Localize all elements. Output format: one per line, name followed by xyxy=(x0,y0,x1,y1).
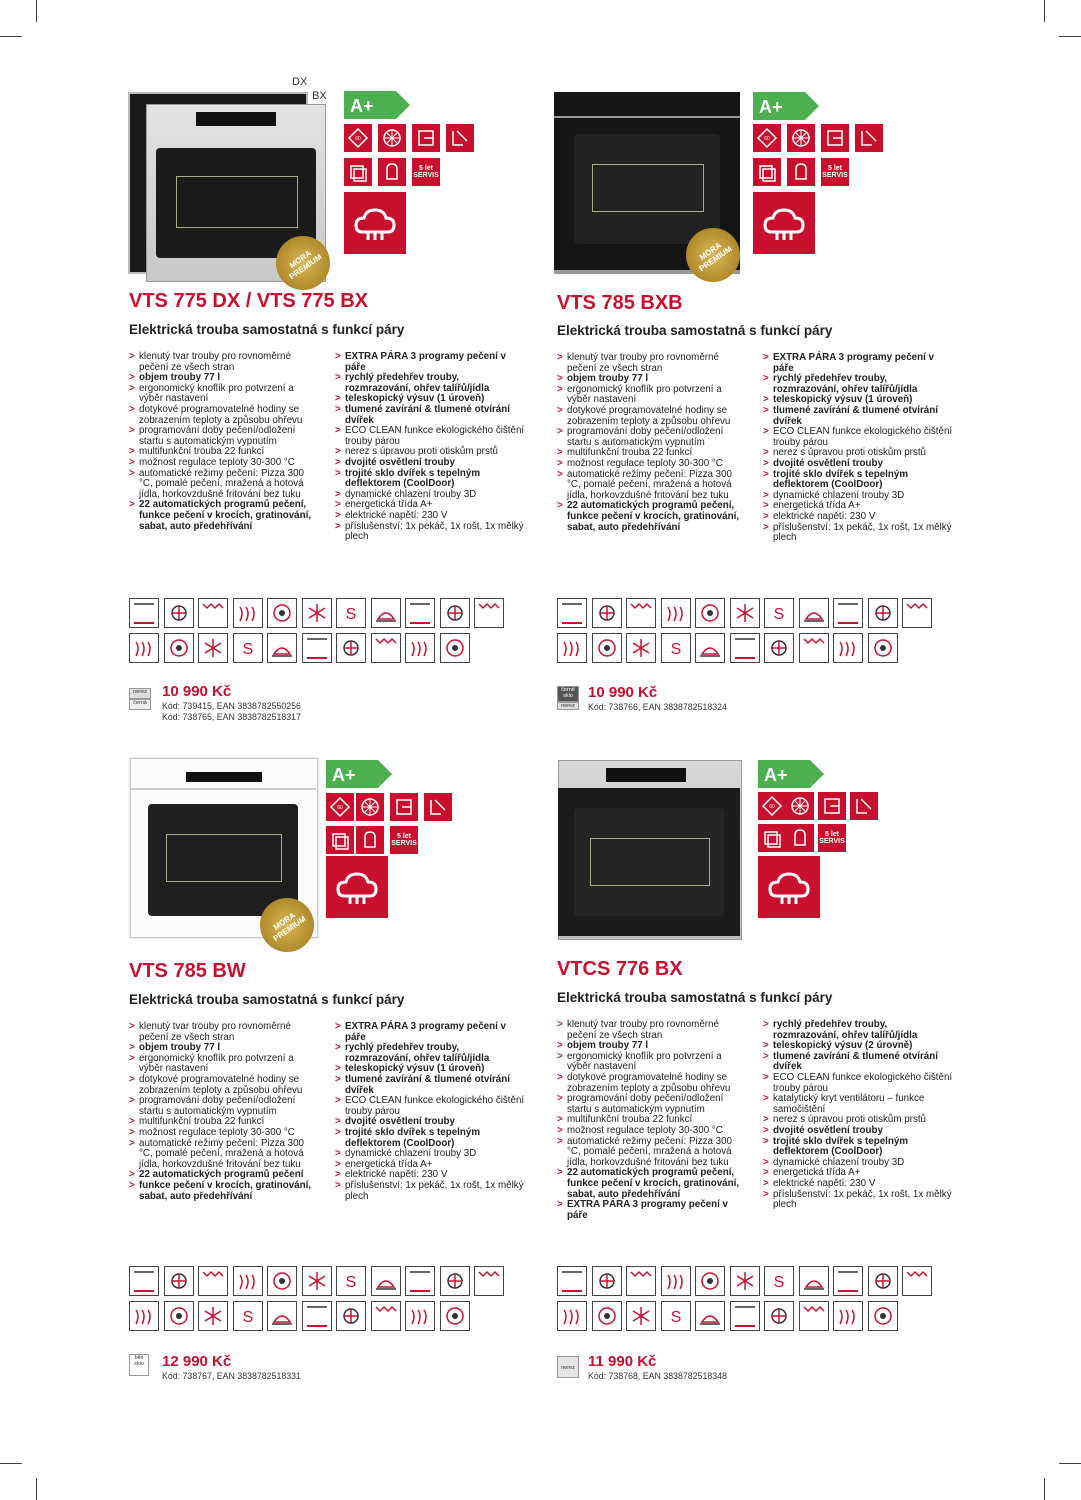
service-5-years-icon: 5 let SERVIS xyxy=(818,824,846,852)
eco-fan-icon xyxy=(730,1301,760,1331)
telescopic-rails-icon xyxy=(344,158,372,186)
hot-air-ring-icon xyxy=(730,598,760,628)
door-icon xyxy=(412,124,440,152)
feature-list-col2 xyxy=(763,353,953,544)
svg-text:A+: A+ xyxy=(759,97,783,117)
feature-item: > klenutý tvar trouby pro rovnoměrné pečení ze všech stran xyxy=(557,1020,747,1041)
feature-item: > trojité sklo dvířek s tepelným deflektorem (CoolDoor) xyxy=(335,469,525,490)
product-title: VTCS 776 BX xyxy=(557,958,683,980)
fan-top-icon xyxy=(440,1266,470,1296)
steam-bake-icon xyxy=(371,633,401,663)
feature-item: > ECO CLEAN funkce ekologického čištění trouby párou xyxy=(763,427,953,448)
energy-class-badge xyxy=(758,760,824,788)
feature-item: > rychlý předehřev trouby, rozmrazování, ohřev talířů/jídla xyxy=(335,1043,525,1064)
top-bottom-heat-icon xyxy=(557,1266,587,1296)
steam-icon xyxy=(371,1266,401,1296)
product-code: Kód: 738767, EAN 3838782518331 xyxy=(162,1371,301,1381)
color-swatch-white-glass: bílé sklo xyxy=(129,1354,149,1376)
pizza-icon xyxy=(902,598,932,628)
premium-seal: MORA PREMIUM xyxy=(686,228,740,282)
hot-air-icon xyxy=(695,598,725,628)
feature-item: > nerez s úpravou proti otiskům prstů xyxy=(763,448,953,459)
product-card xyxy=(554,758,974,1448)
feature-item: > možnost regulace teploty 30-300 °C xyxy=(129,1128,319,1139)
plate-warm-icon xyxy=(557,633,587,663)
steam-bake-icon xyxy=(799,633,829,663)
svg-text:S: S xyxy=(670,1309,681,1326)
feature-item: > automatické režimy pečení: Pizza 300 °C, pomalé pečení, mražená a hotová jídla, horkovzdušné fritování bez tuku xyxy=(557,1137,747,1169)
feature-item: > tlumené zavírání & tlumené otvírání dvířek xyxy=(763,1052,953,1073)
sabbath-icon xyxy=(592,1301,622,1331)
feature-item: > teleskopický výsuv (2 úrovně) xyxy=(763,1041,953,1052)
top-heat-icon xyxy=(198,598,228,628)
slow-cook-icon xyxy=(626,1301,656,1331)
feature-item: > tlumené zavírání & tlumené otvírání dvířek xyxy=(763,406,953,427)
product-code: Kód: 739415, EAN 3838782550256 xyxy=(162,701,301,711)
feature-item: > rychlý předehřev trouby, rozmrazování, ohřev talířů/jídla xyxy=(335,373,525,394)
hot-air-ring-icon xyxy=(302,598,332,628)
feature-item: > automatické režimy pečení: Pizza 300 °C, pomalé pečení, mražená a hotová jídla, horkovzdušné fritování bez tuku xyxy=(557,470,747,502)
feature-item: > EXTRA PÁRA 3 programy pečení v páře xyxy=(763,353,953,374)
top-bottom-heat-icon xyxy=(557,598,587,628)
top-bottom-heat-icon xyxy=(129,598,159,628)
color-swatch-nerez: nerez xyxy=(557,702,579,710)
feature-item: > multifunkční trouba 22 funkcí xyxy=(557,448,747,459)
oven-mitt-icon xyxy=(378,158,406,186)
cool-fan-icon xyxy=(786,792,814,820)
steam-icon xyxy=(371,598,401,628)
door-icon xyxy=(821,124,849,152)
pizza-stone-icon xyxy=(267,1301,297,1331)
feature-item: > možnost regulace teploty 30-300 °C xyxy=(129,458,319,469)
crop-mark xyxy=(1059,1463,1081,1464)
product-code: Kód: 738766, EAN 3838782518324 xyxy=(588,702,727,712)
svg-text:S: S xyxy=(773,606,785,623)
color-swatch-black-glass: černé sklo xyxy=(557,686,579,702)
feature-item: > automatické režimy pečení: Pizza 300 °C, pomalé pečení, mražená a hotová jídla, horkovzdušné fritování bez tuku xyxy=(129,469,319,501)
size-60cm-icon xyxy=(344,124,372,152)
feature-item: > multifunkční trouba 22 funkcí xyxy=(557,1115,747,1126)
product-subtitle: Elektrická trouba samostatná s funkcí páry xyxy=(129,322,405,337)
fan-top-icon xyxy=(868,1266,898,1296)
feature-item: > ECO CLEAN funkce ekologického čištění trouby párou xyxy=(335,1096,525,1117)
bottom-heat-icon xyxy=(833,633,863,663)
crop-mark xyxy=(0,1463,22,1464)
sabbath-icon xyxy=(164,1301,194,1331)
oven-mitt-icon xyxy=(356,826,384,854)
fan-grill-icon xyxy=(164,1266,194,1296)
pizza-icon xyxy=(474,1266,504,1296)
steam-cloud-icon xyxy=(344,192,406,254)
frozen-food-icon xyxy=(233,633,263,663)
fan-top-icon xyxy=(440,598,470,628)
pizza-stone-icon xyxy=(267,633,297,663)
feature-item: > možnost regulace teploty 30-300 °C xyxy=(557,1126,747,1137)
feature-item: > příslušenství: 1x pekáč, 1x rošt, 1x mělký plech xyxy=(763,1190,953,1211)
product-card xyxy=(126,758,546,1448)
feature-item: > dvojité osvětlení trouby xyxy=(763,1126,953,1137)
feature-item: > dotykové programovatelné hodiny se zobrazením teploty a způsobu ohřevu xyxy=(129,1075,319,1096)
feature-item: > rychlý předehřev trouby, rozmrazování, ohřev talířů/jídla xyxy=(763,1020,953,1041)
feature-item: > objem trouby 77 l xyxy=(557,1041,747,1052)
svg-text:60: 60 xyxy=(337,805,343,811)
frozen-food-icon xyxy=(661,633,691,663)
feature-item: > dotykové programovatelné hodiny se zobrazením teploty a způsobu ohřevu xyxy=(557,1073,747,1094)
feature-list-col1 xyxy=(129,352,319,532)
feature-item: > příslušenství: 1x pekáč, 1x rošt, 1x mělký plech xyxy=(763,523,953,544)
feature-item: > trojité sklo dvířek s tepelným deflektorem (CoolDoor) xyxy=(763,1137,953,1158)
product-title: VTS 785 BXB xyxy=(557,292,683,314)
clean-icon xyxy=(440,1301,470,1331)
eco-fan-icon xyxy=(730,633,760,663)
service-5-years-icon: 5 let SERVIS xyxy=(821,158,849,186)
feature-item: > elektrické napětí: 230 V xyxy=(335,511,525,522)
feature-item: > energetická třída A+ xyxy=(335,1160,525,1171)
feature-item: > dotykové programovatelné hodiny se zobrazením teploty a způsobu ohřevu xyxy=(129,405,319,426)
hot-air-icon xyxy=(267,1266,297,1296)
product-subtitle: Elektrická trouba samostatná s funkcí páry xyxy=(129,992,405,1007)
defrost-icon xyxy=(336,1266,366,1296)
feature-item: > objem trouby 77 l xyxy=(129,373,319,384)
feature-item: > programování doby pečení/odložení startu s automatickým vypnutím xyxy=(129,426,319,447)
svg-text:S: S xyxy=(345,606,357,623)
product-subtitle: Elektrická trouba samostatná s funkcí páry xyxy=(557,323,833,338)
color-swatch-nerez: nerez xyxy=(557,1356,579,1378)
energy-class-badge xyxy=(753,92,819,120)
energy-class-badge xyxy=(326,760,392,788)
svg-text:S: S xyxy=(242,1309,253,1326)
fan-bottom-icon xyxy=(661,598,691,628)
sabbath-icon xyxy=(592,633,622,663)
product-card xyxy=(126,76,546,766)
top-heat-icon xyxy=(626,1266,656,1296)
color-swatch-black: černá xyxy=(129,699,151,710)
feature-item: > programování doby pečení/odložení startu s automatickým vypnutím xyxy=(129,1096,319,1117)
steam-cloud-icon xyxy=(326,856,388,918)
feature-item: > teleskopický výsuv (1 úroveň) xyxy=(335,394,525,405)
feature-item: > příslušenství: 1x pekáč, 1x rošt, 1x mělký plech xyxy=(335,1181,525,1202)
hot-air-icon xyxy=(695,1266,725,1296)
top-bottom-heat-icon xyxy=(129,1266,159,1296)
hot-air-icon xyxy=(267,598,297,628)
telescopic-rails-icon xyxy=(758,824,786,852)
top-bottom-icon xyxy=(405,598,435,628)
frozen-food-icon xyxy=(661,1301,691,1331)
feature-item: > dynamické chlazení trouby 3D xyxy=(335,1149,525,1160)
product-price: 10 990 Kč xyxy=(588,684,658,701)
feature-item: > 22 automatických programů pečení xyxy=(129,1170,319,1181)
svg-text:S: S xyxy=(242,641,253,658)
feature-item: > klenutý tvar trouby pro rovnoměrné pečení ze všech stran xyxy=(129,352,319,373)
product-title: VTS 785 BW xyxy=(129,960,246,982)
size-60cm-icon xyxy=(753,124,781,152)
premium-seal: MORA PREMIUM xyxy=(260,898,314,952)
feature-item: > energetická třída A+ xyxy=(763,1168,953,1179)
feature-item: > objem trouby 77 l xyxy=(557,374,747,385)
steam-bake-icon xyxy=(371,1301,401,1331)
oven-mitt-icon xyxy=(787,158,815,186)
feature-item: > možnost regulace teploty 30-300 °C xyxy=(557,459,747,470)
fan-grill-icon xyxy=(592,598,622,628)
feature-item: > tlumené zavírání & tlumené otvírání dvířek xyxy=(335,405,525,426)
fan-bottom-icon xyxy=(233,1266,263,1296)
fan-grill-icon xyxy=(164,598,194,628)
feature-item: > elektrické napětí: 230 V xyxy=(763,512,953,523)
steam-bake-icon xyxy=(799,1301,829,1331)
hot-air-ring-icon xyxy=(302,1266,332,1296)
cool-fan-icon xyxy=(356,793,384,821)
plate-warm-icon xyxy=(129,633,159,663)
size-60cm-icon xyxy=(326,793,354,821)
slow-cook-icon xyxy=(198,633,228,663)
service-5-years-icon: 5 let SERVIS xyxy=(390,826,418,854)
feature-item: > dotykové programovatelné hodiny se zobrazením teploty a způsobu ohřevu xyxy=(557,406,747,427)
feature-item: > ECO CLEAN funkce ekologického čištění trouby párou xyxy=(763,1073,953,1094)
steam-cloud-icon xyxy=(753,192,815,254)
svg-text:A+: A+ xyxy=(332,765,356,785)
feature-item: > EXTRA PÁRA 3 programy pečení v páře xyxy=(335,352,525,373)
feature-list-col2 xyxy=(335,352,525,543)
pizza-icon xyxy=(902,1266,932,1296)
grill-fan-icon xyxy=(764,1301,794,1331)
grill-fan-icon xyxy=(336,633,366,663)
steam-icon xyxy=(799,1266,829,1296)
feature-item: > dynamické chlazení trouby 3D xyxy=(763,1158,953,1169)
cool-fan-icon xyxy=(787,124,815,152)
energy-class-badge xyxy=(344,91,410,119)
defrost-icon xyxy=(764,598,794,628)
feature-item: > teleskopický výsuv (1 úroveň) xyxy=(763,395,953,406)
feature-item: > klenutý tvar trouby pro rovnoměrné pečení ze všech stran xyxy=(557,353,747,374)
clean-icon xyxy=(440,633,470,663)
svg-text:A+: A+ xyxy=(350,96,374,116)
feature-item: > ergonomický knoflík pro potvrzení a výběr nastavení xyxy=(129,1054,319,1075)
top-bottom-icon xyxy=(833,598,863,628)
door-icon xyxy=(818,792,846,820)
feature-item: > dvojité osvětlení trouby xyxy=(335,458,525,469)
bottom-heat-icon xyxy=(405,633,435,663)
feature-item: > ergonomický knoflík pro potvrzení a výběr nastavení xyxy=(557,1052,747,1073)
eco-fan-icon xyxy=(302,633,332,663)
defrost-icon xyxy=(336,598,366,628)
steam-cloud-icon xyxy=(758,856,820,918)
svg-text:60: 60 xyxy=(764,136,770,142)
feature-item: > příslušenství: 1x pekáč, 1x rošt, 1x mělký plech xyxy=(335,522,525,543)
variant-label-bx: BX xyxy=(312,90,327,102)
feature-item: > ergonomický knoflík pro potvrzení a výběr nastavení xyxy=(557,385,747,406)
fan-top-icon xyxy=(868,598,898,628)
feature-list-col2 xyxy=(763,1020,953,1211)
frozen-food-icon xyxy=(233,1301,263,1331)
plate-warm-icon xyxy=(557,1301,587,1331)
grill-fan-icon xyxy=(336,1301,366,1331)
grill-fan-icon xyxy=(764,633,794,663)
feature-item: > trojité sklo dvířek s tepelným deflektorem (CoolDoor) xyxy=(763,470,953,491)
feature-item: > objem trouby 77 l xyxy=(129,1043,319,1054)
svg-text:60: 60 xyxy=(769,804,775,810)
plate-warm-icon xyxy=(129,1301,159,1331)
defrost-icon xyxy=(764,1266,794,1296)
feature-item: > klenutý tvar trouby pro rovnoměrné pečení ze všech stran xyxy=(129,1022,319,1043)
sabbath-icon xyxy=(164,633,194,663)
feature-item: > 22 automatických programů pečení, funkce pečení v krocích, gratinování, sabat, auto předehřívání xyxy=(129,500,319,532)
svg-text:S: S xyxy=(345,1274,357,1291)
svg-text:60: 60 xyxy=(355,136,361,142)
feature-item: > elektrické napětí: 230 V xyxy=(335,1170,525,1181)
product-card xyxy=(554,76,974,766)
crop-mark xyxy=(1044,0,1045,22)
feature-item: > 22 automatických programů pečení, funkce pečení v krocích, gratinování, sabat, auto předehřívání xyxy=(557,1168,747,1200)
feature-item: > nerez s úpravou proti otiskům prstů xyxy=(763,1115,953,1126)
bottom-heat-icon xyxy=(405,1301,435,1331)
eco-fan-icon xyxy=(302,1301,332,1331)
product-price: 12 990 Kč xyxy=(162,1353,232,1370)
top-heat-icon xyxy=(198,1266,228,1296)
product-subtitle: Elektrická trouba samostatná s funkcí páry xyxy=(557,990,833,1005)
premium-seal: MORA PREMIUM xyxy=(276,236,330,290)
pizza-stone-icon xyxy=(695,633,725,663)
telescopic-rails-icon xyxy=(326,826,354,854)
steam-icon xyxy=(799,598,829,628)
feature-item: > rychlý předehřev trouby, rozmrazování, ohřev talířů/jídla xyxy=(763,374,953,395)
product-code: Kód: 738765, EAN 3838782518317 xyxy=(162,712,301,722)
top-bottom-icon xyxy=(405,1266,435,1296)
soft-close-icon xyxy=(855,124,883,152)
feature-item: > tlumené zavírání & tlumené otvírání dvířek xyxy=(335,1075,525,1096)
svg-text:S: S xyxy=(773,1274,785,1291)
feature-item: > energetická třída A+ xyxy=(335,500,525,511)
feature-list-col1 xyxy=(557,353,747,533)
color-swatch-nerez: nerez xyxy=(129,688,151,699)
feature-item: > multifunkční trouba 22 funkcí xyxy=(129,447,319,458)
soft-close-icon xyxy=(850,792,878,820)
fan-bottom-icon xyxy=(233,598,263,628)
feature-item: > nerez s úpravou proti otiskům prstů xyxy=(335,447,525,458)
feature-item: > automatické režimy pečení: Pizza 300 °C, pomalé pečení, mražená a hotová jídla, horkovzdušné fritování bez tuku xyxy=(129,1139,319,1171)
feature-item: > ergonomický knoflík pro potvrzení a výběr nastavení xyxy=(129,384,319,405)
feature-item: > multifunkční trouba 22 funkcí xyxy=(129,1117,319,1128)
feature-list-col2 xyxy=(335,1022,525,1202)
feature-item: > funkce pečení v krocích, gratinování, sabat, auto předehřívání xyxy=(129,1181,319,1202)
crop-mark xyxy=(1044,1478,1045,1500)
feature-item: > dvojité osvětlení trouby xyxy=(335,1117,525,1128)
service-5-years-icon: 5 let SERVIS xyxy=(412,158,440,186)
feature-item: > trojité sklo dvířek s tepelným deflektorem (CoolDoor) xyxy=(335,1128,525,1149)
feature-item: > EXTRA PÁRA 3 programy pečení v páře xyxy=(557,1200,747,1221)
top-bottom-icon xyxy=(833,1266,863,1296)
feature-item: > energetická třída A+ xyxy=(763,501,953,512)
feature-list-col1 xyxy=(129,1022,319,1202)
soft-close-icon xyxy=(424,793,452,821)
product-code: Kód: 738768, EAN 3838782518348 xyxy=(588,1371,727,1381)
telescopic-rails-icon xyxy=(753,158,781,186)
svg-text:A+: A+ xyxy=(764,765,788,785)
fan-bottom-icon xyxy=(661,1266,691,1296)
feature-item: > dvojité osvětlení trouby xyxy=(763,459,953,470)
cool-fan-icon xyxy=(378,124,406,152)
feature-item: > dynamické chlazení trouby 3D xyxy=(763,491,953,502)
feature-item: > ECO CLEAN funkce ekologického čištění trouby párou xyxy=(335,426,525,447)
crop-mark xyxy=(0,36,22,37)
feature-item: > programování doby pečení/odložení startu s automatickým vypnutím xyxy=(557,427,747,448)
fan-grill-icon xyxy=(592,1266,622,1296)
svg-text:S: S xyxy=(670,641,681,658)
clean-icon xyxy=(868,633,898,663)
feature-item: > EXTRA PÁRA 3 programy pečení v páře xyxy=(335,1022,525,1043)
pizza-stone-icon xyxy=(695,1301,725,1331)
bottom-heat-icon xyxy=(833,1301,863,1331)
crop-mark xyxy=(1059,36,1081,37)
hot-air-ring-icon xyxy=(730,1266,760,1296)
slow-cook-icon xyxy=(198,1301,228,1331)
feature-item: > 22 automatických programů pečení, funkce pečení v krocích, gratinování, sabat, auto předehřívání xyxy=(557,501,747,533)
variant-label-dx: DX xyxy=(292,76,308,88)
crop-mark xyxy=(36,0,37,22)
product-title: VTS 775 DX / VTS 775 BX xyxy=(129,290,368,312)
feature-list-col1 xyxy=(557,1020,747,1221)
feature-item: > dynamické chlazení trouby 3D xyxy=(335,490,525,501)
size-60cm-icon xyxy=(758,792,786,820)
feature-item: > teleskopický výsuv (1 úroveň) xyxy=(335,1064,525,1075)
clean-icon xyxy=(868,1301,898,1331)
door-icon xyxy=(390,793,418,821)
feature-item: > katalytický kryt ventilátoru – funkce samočištění xyxy=(763,1094,953,1115)
pizza-icon xyxy=(474,598,504,628)
soft-close-icon xyxy=(446,124,474,152)
feature-item: > elektrické napětí: 230 V xyxy=(763,1179,953,1190)
crop-mark xyxy=(36,1478,37,1500)
product-price: 10 990 Kč xyxy=(162,683,232,700)
slow-cook-icon xyxy=(626,633,656,663)
product-price: 11 990 Kč xyxy=(588,1353,657,1370)
top-heat-icon xyxy=(626,598,656,628)
feature-item: > programování doby pečení/odložení startu s automatickým vypnutím xyxy=(557,1094,747,1115)
oven-mitt-icon xyxy=(786,824,814,852)
